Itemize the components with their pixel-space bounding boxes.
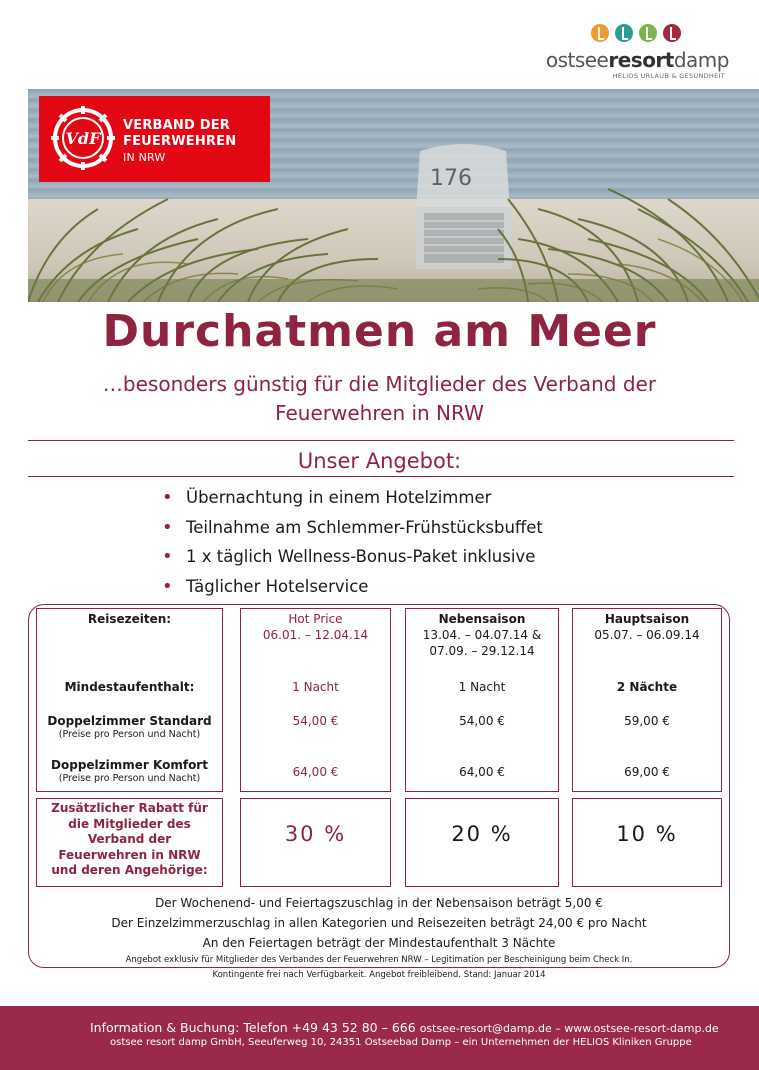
- divider-bottom: [28, 476, 734, 477]
- note-single-surcharge: Der Einzelzimmerzuschlag in allen Kategorien und Reisezeiten beträgt 24,00 € pro Nacht: [111, 916, 647, 930]
- note-holiday-min-stay: An den Feiertagen beträgt der Mindestaufenthalt 3 Nächte: [202, 936, 556, 950]
- price-standard: 54,00 €: [459, 714, 505, 728]
- note-exclusive: Angebot exklusiv für Mitglieder des Verbandes der Feuerwehren NRW – Legitimation per Bescheinigung beim Check In.: [125, 955, 633, 965]
- column-name: Hot Price: [288, 612, 343, 626]
- brand-subline: HELIOS URLAUB & GESUNDHEIT: [612, 72, 725, 80]
- note-weekend-surcharge: Der Wochenend- und Feiertagszuschlag in der Nebensaison beträgt 5,00 €: [155, 896, 603, 910]
- logo-dot-icon: [639, 24, 657, 42]
- divider-top: [28, 440, 734, 441]
- label-travel-times: Reisezeiten:: [87, 612, 172, 626]
- price-komfort: 69,00 €: [624, 765, 670, 779]
- footer: [0, 1006, 759, 1070]
- list-item: • 1 x täglich Wellness-Bonus-Paket inklusive: [162, 546, 543, 576]
- column-dates: 05.07. – 06.09.14: [594, 628, 700, 642]
- price-komfort: 64,00 €: [292, 765, 339, 779]
- notes: [28, 893, 730, 983]
- footer-address: ostsee resort damp GmbH, Seeuferweg 10, 24351 Ostseebad Damp – ein Unternehmen der HELIOS Kliniken Gruppe: [110, 1037, 692, 1048]
- offer-heading: Unser Angebot:: [297, 449, 462, 473]
- column-name: Hauptsaison: [604, 612, 690, 626]
- list-item: • Teilnahme am Schlemmer-Frühstücksbuffet: [162, 517, 543, 547]
- min-stay-value: 1 Nacht: [292, 680, 339, 694]
- price-komfort: 64,00 €: [459, 765, 505, 779]
- column-dates: 13.04. – 04.07.14 &: [422, 628, 542, 642]
- label-komfort-room: Doppelzimmer Komfort: [51, 758, 208, 772]
- logo-dot-icon: [591, 24, 609, 42]
- logo-dot-icon: [615, 24, 633, 42]
- vdf-emblem-icon: [51, 106, 115, 170]
- vdf-logo: [39, 96, 270, 182]
- page-title: Durchatmen am Meer: [102, 306, 657, 357]
- vdf-name: VERBAND DER FEUERWEHREN IN NRW: [123, 118, 237, 164]
- logo-dot-icon: [663, 24, 681, 42]
- label-standard-room: Doppelzimmer Standard: [47, 714, 212, 728]
- min-stay-value: 2 Nächte: [616, 680, 678, 694]
- footer-web-link[interactable]: ostsee-resort@damp.de – www.ostsee-resort-damp.de: [419, 1022, 719, 1035]
- discount-value: 30 %: [284, 822, 347, 846]
- logo-dots: [591, 24, 681, 42]
- discount-label: Zusätzlicher Rabatt für die Mitglieder des Verband der Feuerwehren in NRW und deren Angehörige:: [51, 801, 208, 877]
- column-dates: 06.01. – 12.04.14: [262, 628, 369, 642]
- svg-text:VdF: VdF: [65, 129, 101, 148]
- svg-text:176: 176: [430, 166, 472, 191]
- note-availability: Kontingente frei nach Verfügbarkeit. Angebot freibleibend. Stand: Januar 2014: [212, 970, 546, 980]
- list-item: • Täglicher Hotelservice: [162, 576, 543, 606]
- discount-value: 10 %: [616, 822, 678, 846]
- footer-contact: Information & Buchung: Telefon +49 43 52 80 – 666 ostsee-resort@damp.de – www.ostsee-resort-damp.de: [90, 1020, 719, 1035]
- price-standard: 59,00 €: [624, 714, 670, 728]
- list-item: • Übernachtung in einem Hotelzimmer: [162, 487, 543, 517]
- resort-logo: [529, 24, 729, 86]
- label-min-stay: Mindestaufenthalt:: [64, 680, 195, 694]
- discount-value: 20 %: [451, 822, 513, 846]
- price-standard: 54,00 €: [292, 714, 339, 728]
- offer-list: [162, 487, 543, 605]
- min-stay-value: 1 Nacht: [458, 680, 506, 694]
- page-subtitle: …besonders günstig für die Mitglieder des Verband der Feuerwehren in NRW: [102, 372, 657, 425]
- label-price-note: (Preise pro Person und Nacht): [58, 729, 201, 740]
- label-price-note: (Preise pro Person und Nacht): [58, 773, 201, 784]
- column-name: Nebensaison: [438, 612, 526, 626]
- brand-name: ostseeresortdamp: [545, 48, 729, 72]
- column-dates: 07.09. – 29.12.14: [429, 644, 535, 658]
